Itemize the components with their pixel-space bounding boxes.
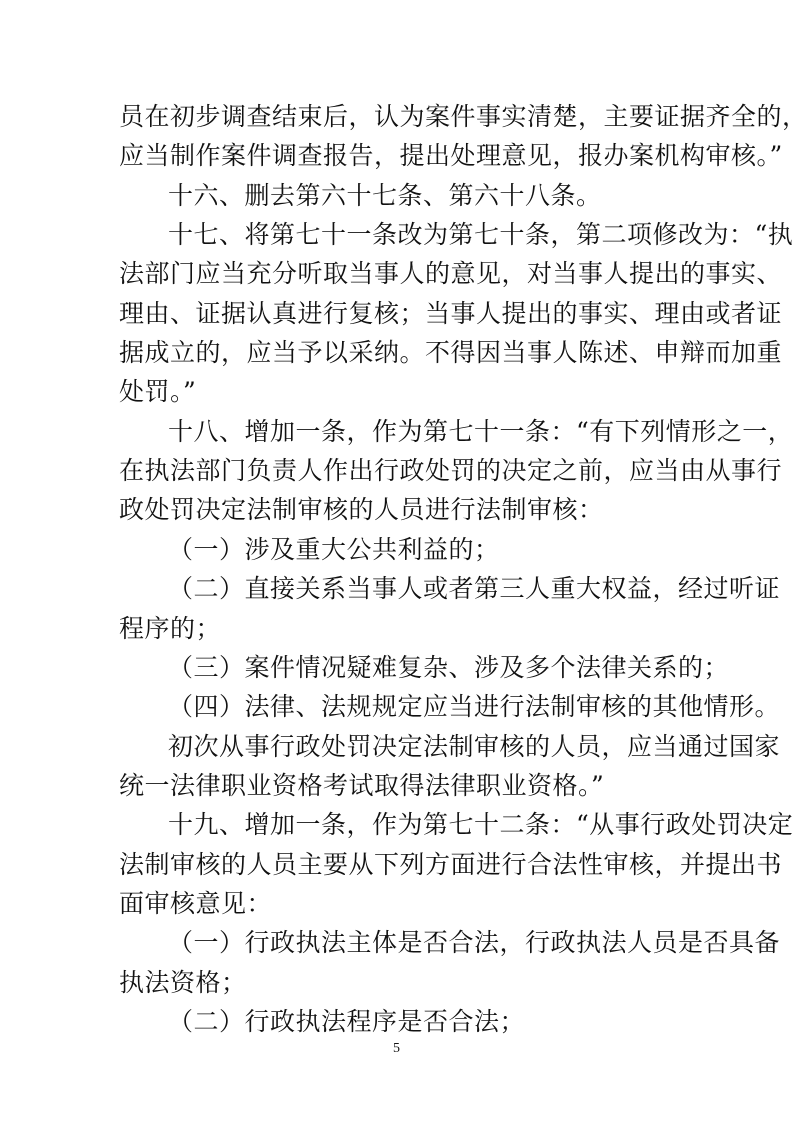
- text-line: 十六、删去第六十七条、第六十八条。: [168, 181, 602, 210]
- text-line: 十七、将第七十一条改为第七十条，第二项修改为：“执: [168, 220, 794, 249]
- text-line: 程序的；: [119, 614, 222, 643]
- text-line: （二）直接关系当事人或者第三人重大权益，经过听证: [168, 574, 781, 603]
- text-line: 执法资格；: [119, 968, 247, 997]
- text-line: 理由、证据认真进行复核；当事人提出的事实、理由或者证: [119, 299, 783, 328]
- text-line: 据成立的，应当予以采纳。不得因当事人陈述、申辩而加重: [119, 338, 783, 367]
- text-line: （三）案件情况疑难复杂、涉及多个法律关系的；: [168, 653, 730, 682]
- text-line: 在执法部门负责人作出行政处罚的决定之前，应当由从事行: [119, 456, 783, 485]
- text-line: 十九、增加一条，作为第七十二条：“从事行政处罚决定: [168, 810, 794, 839]
- text-line: （二）行政执法程序是否合法；: [168, 1007, 526, 1036]
- text-line: 应当制作案件调查报告，提出处理意见，报办案机构审核。”: [119, 141, 783, 170]
- text-line: 员在初步调查结束后，认为案件事实清楚，主要证据齐全的，: [119, 102, 808, 131]
- text-line: （一）涉及重大公共利益的；: [168, 535, 500, 564]
- text-line: 政处罚决定法制审核的人员进行法制审核：: [119, 495, 604, 524]
- page-number: 5: [393, 1041, 400, 1056]
- text-line: （四）法律、法规规定应当进行法制审核的其他情形。: [168, 692, 781, 721]
- text-line: 面审核意见：: [119, 889, 273, 918]
- text-line: 十八、增加一条，作为第七十一条：“有下列情形之一，: [168, 417, 794, 446]
- text-line: 初次从事行政处罚决定法制审核的人员，应当通过国家: [168, 732, 781, 761]
- text-line: 处罚。”: [119, 377, 197, 406]
- text-line: （一）行政执法主体是否合法，行政执法人员是否具备: [168, 928, 781, 957]
- text-line: 法制审核的人员主要从下列方面进行合法性审核，并提出书: [119, 850, 783, 879]
- text-line: 法部门应当充分听取当事人的意见，对当事人提出的事实、: [119, 259, 783, 288]
- text-line: 统一法律职业资格考试取得法律职业资格。”: [119, 771, 605, 800]
